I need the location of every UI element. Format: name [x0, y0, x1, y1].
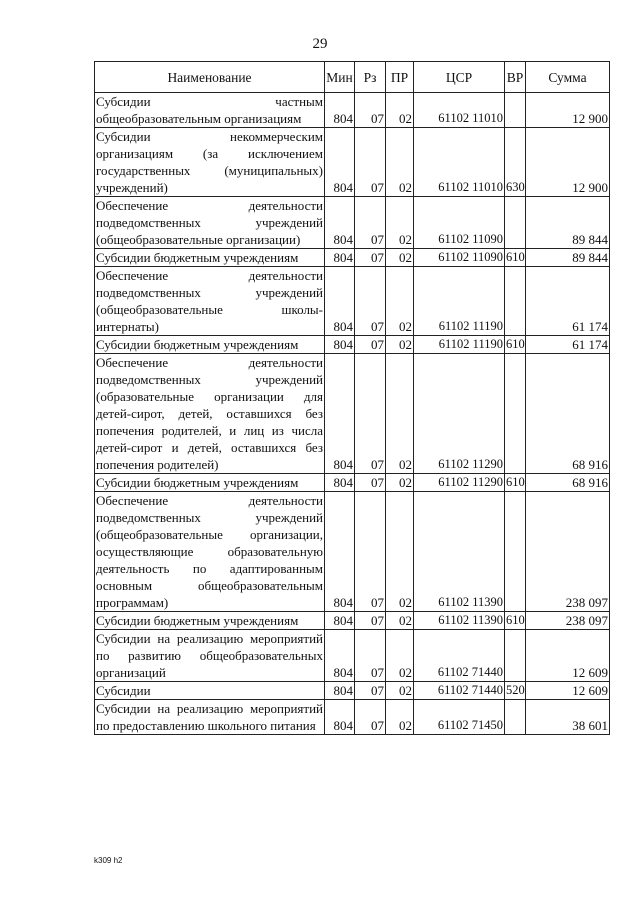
cell-sum: 12 609	[526, 682, 610, 700]
cell-rz: 07	[355, 336, 386, 354]
cell-min: 804	[325, 474, 355, 492]
cell-csr: 61102 11190	[414, 267, 505, 336]
cell-min: 804	[325, 612, 355, 630]
cell-rz: 07	[355, 354, 386, 474]
page-number: 29	[312, 36, 328, 52]
table-row	[95, 682, 610, 700]
cell-rz: 07	[355, 267, 386, 336]
cell-vr	[505, 93, 526, 128]
cell-rz: 07	[355, 700, 386, 735]
cell-min: 804	[325, 267, 355, 336]
cell-pr: 02	[386, 612, 414, 630]
table-row	[95, 336, 610, 354]
cell-sum: 61 174	[526, 336, 610, 354]
cell-rz: 07	[355, 630, 386, 682]
cell-sum: 61 174	[526, 267, 610, 336]
budget-table	[94, 61, 610, 735]
cell-vr: 610	[505, 336, 526, 354]
cell-min: 804	[325, 197, 355, 249]
table-row	[95, 492, 610, 612]
cell-pr: 02	[386, 197, 414, 249]
cell-name: Субсидии	[95, 682, 325, 700]
table-row	[95, 249, 610, 267]
cell-sum: 89 844	[526, 197, 610, 249]
cell-min: 804	[325, 354, 355, 474]
cell-min: 804	[325, 93, 355, 128]
cell-csr: 61102 11090	[414, 249, 505, 267]
cell-sum: 68 916	[526, 474, 610, 492]
cell-min: 804	[325, 630, 355, 682]
cell-name: Субсидии на реализацию мероприятий по развитию общеобразовательных организаций	[96, 631, 323, 680]
cell-name: Обеспечение деятельности подведомственных учреждений (общеобразовательные школы-интернаты)	[96, 268, 323, 334]
cell-csr: 61102 11390	[414, 612, 505, 630]
cell-name: Субсидии на реализацию мероприятий по предоставлению школьного питания	[96, 701, 323, 733]
cell-min: 804	[325, 492, 355, 612]
cell-vr	[505, 630, 526, 682]
cell-min: 804	[325, 336, 355, 354]
cell-vr	[505, 354, 526, 474]
cell-csr: 61102 71440	[414, 682, 505, 700]
header-min: Мин	[325, 62, 355, 93]
document-code: k309 h2	[94, 856, 123, 865]
cell-vr	[505, 700, 526, 735]
cell-name: Субсидии бюджетным учреждениям	[95, 474, 325, 492]
cell-pr: 02	[386, 249, 414, 267]
cell-sum: 12 609	[526, 630, 610, 682]
cell-name: Субсидии частным общеобразовательным организациям	[96, 94, 323, 126]
cell-min: 804	[325, 682, 355, 700]
cell-vr: 520	[505, 682, 526, 700]
cell-name: Субсидии некоммерческим организациям (за исключением государственных (муниципальных) учреждений)	[96, 129, 323, 195]
cell-rz: 07	[355, 474, 386, 492]
cell-pr: 02	[386, 354, 414, 474]
cell-vr	[505, 492, 526, 612]
cell-sum: 38 601	[526, 700, 610, 735]
cell-name: Субсидии бюджетным учреждениям	[95, 336, 325, 354]
cell-csr: 61102 71440	[414, 630, 505, 682]
cell-name: Субсидии бюджетным учреждениям	[95, 612, 325, 630]
header-csr: ЦСР	[414, 62, 505, 93]
table-row	[95, 267, 610, 336]
cell-pr: 02	[386, 630, 414, 682]
cell-rz: 07	[355, 93, 386, 128]
cell-pr: 02	[386, 336, 414, 354]
cell-name: Обеспечение деятельности подведомственных учреждений (общеобразовательные организации, осуществляющие образовательную деятельность по адаптированным основным общеобразовательным программам)	[96, 493, 323, 610]
cell-sum: 238 097	[526, 492, 610, 612]
cell-csr: 61102 11190	[414, 336, 505, 354]
table-row	[95, 128, 610, 197]
cell-rz: 07	[355, 197, 386, 249]
cell-pr: 02	[386, 474, 414, 492]
cell-pr: 02	[386, 267, 414, 336]
cell-pr: 02	[386, 93, 414, 128]
cell-csr: 61102 11390	[414, 492, 505, 612]
cell-pr: 02	[386, 128, 414, 197]
cell-vr: 610	[505, 612, 526, 630]
header-vr: ВР	[505, 62, 526, 93]
table-row	[95, 474, 610, 492]
cell-vr: 630	[505, 128, 526, 197]
cell-sum: 238 097	[526, 612, 610, 630]
cell-rz: 07	[355, 128, 386, 197]
cell-name: Обеспечение деятельности подведомственных учреждений (общеобразовательные организации)	[96, 198, 323, 247]
cell-name: Субсидии бюджетным учреждениям	[95, 249, 325, 267]
cell-vr	[505, 267, 526, 336]
header-sum: Сумма	[526, 62, 610, 93]
cell-sum: 12 900	[526, 93, 610, 128]
cell-csr: 61102 71450	[414, 700, 505, 735]
cell-pr: 02	[386, 700, 414, 735]
cell-min: 804	[325, 249, 355, 267]
cell-rz: 07	[355, 492, 386, 612]
table-row	[95, 630, 610, 682]
cell-vr	[505, 197, 526, 249]
table-row	[95, 612, 610, 630]
cell-csr: 61102 11010	[414, 128, 505, 197]
cell-rz: 07	[355, 249, 386, 267]
cell-sum: 68 916	[526, 354, 610, 474]
table-row	[95, 197, 610, 249]
cell-rz: 07	[355, 682, 386, 700]
cell-csr: 61102 11010	[414, 93, 505, 128]
header-pr: ПР	[386, 62, 414, 93]
table-header-row	[95, 62, 610, 93]
table-row	[95, 700, 610, 735]
cell-csr: 61102 11290	[414, 474, 505, 492]
header-name: Наименование	[95, 62, 325, 93]
cell-sum: 89 844	[526, 249, 610, 267]
header-rz: Рз	[355, 62, 386, 93]
cell-csr: 61102 11290	[414, 354, 505, 474]
cell-sum: 12 900	[526, 128, 610, 197]
cell-rz: 07	[355, 612, 386, 630]
table-row	[95, 93, 610, 128]
cell-min: 804	[325, 128, 355, 197]
cell-min: 804	[325, 700, 355, 735]
cell-csr: 61102 11090	[414, 197, 505, 249]
cell-vr: 610	[505, 474, 526, 492]
cell-vr: 610	[505, 249, 526, 267]
table-row	[95, 354, 610, 474]
cell-pr: 02	[386, 492, 414, 612]
cell-name: Обеспечение деятельности подведомственных учреждений (образовательные организации для детей-сирот, детей, оставшихся без попечения родителей, и лиц из числа детей-сирот и детей, оставшихся без попечения родителей)	[96, 355, 323, 472]
cell-pr: 02	[386, 682, 414, 700]
